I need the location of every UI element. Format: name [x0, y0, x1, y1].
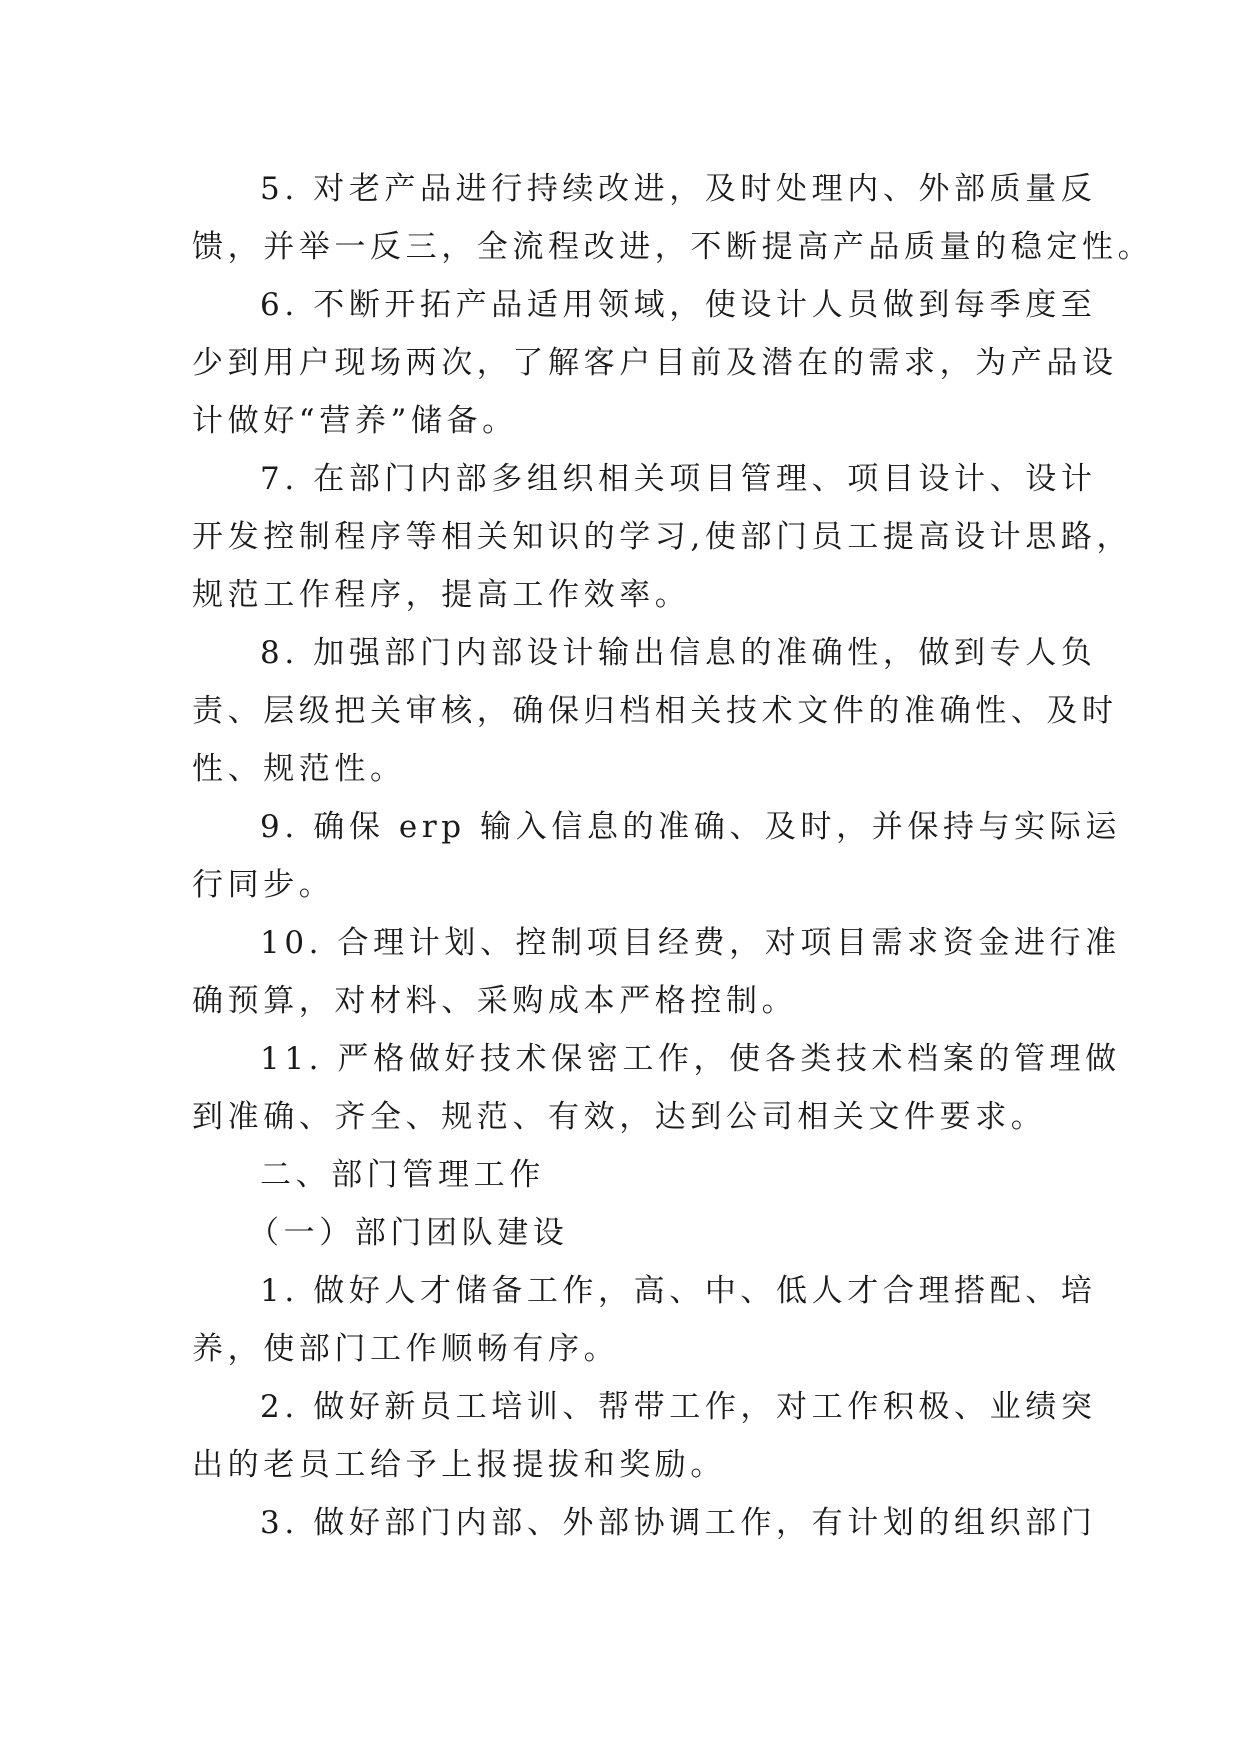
text-line: 1. 做好人才储备工作，高、中、低人才合理搭配、培	[260, 1273, 1097, 1309]
paragraph-team-3	[192, 1494, 1097, 1552]
text-line: 开发控制程序等相关知识的学习,使部门员工提高设计思路，	[192, 519, 1133, 555]
text-line: 2. 做好新员工培训、帮带工作，对工作积极、业绩突	[260, 1389, 1097, 1425]
text-line: 性、规范性。	[192, 751, 406, 787]
text-line: 3. 做好部门内部、外部协调工作，有计划的组织部门	[260, 1505, 1097, 1541]
text-line: 出的老员工给予上报提拔和奖励。	[192, 1447, 726, 1483]
paragraph-item-7	[192, 450, 1133, 624]
text-line: 10. 合理计划、控制项目经费，对项目需求资金进行准	[260, 925, 1121, 961]
paragraph-item-6	[192, 276, 1118, 450]
paragraph-item-5	[192, 160, 1154, 276]
paragraph-item-10	[192, 914, 1121, 1030]
paragraph-team-2	[192, 1378, 1097, 1494]
text-line: 11. 严格做好技术保密工作，使各类技术档案的管理做	[260, 1041, 1121, 1077]
paragraph-item-8	[192, 624, 1118, 798]
heading-text: 二、部门管理工作	[260, 1157, 545, 1193]
text-line: 馈，并举一反三，全流程改进，不断提高产品质量的稳定性。	[192, 229, 1154, 265]
document-page	[192, 160, 1154, 1552]
subheading-text: （一）部门团队建设	[248, 1215, 569, 1251]
text-line: 8. 加强部门内部设计输出信息的准确性，做到专人负	[260, 635, 1097, 671]
paragraph-item-11	[192, 1030, 1121, 1146]
text-line: 7. 在部门内部多组织相关项目管理、项目设计、设计	[260, 461, 1097, 497]
text-line: 6. 不断开拓产品适用领域，使设计人员做到每季度至	[260, 287, 1097, 323]
text-line: 少到用户现场两次，了解客户目前及潜在的需求，为产品设	[192, 345, 1118, 381]
text-line: 确预算，对材料、采购成本严格控制。	[192, 983, 798, 1019]
text-line: 行同步。	[192, 867, 335, 903]
text-line: 责、层级把关审核，确保归档相关技术文件的准确性、及时	[192, 693, 1118, 729]
text-line: 到准确、齐全、规范、有效，达到公司相关文件要求。	[192, 1099, 1047, 1135]
paragraph-team-1	[192, 1262, 1097, 1378]
text-line: 规范工作程序，提高工作效率。	[192, 577, 691, 613]
text-line: 养，使部门工作顺畅有序。	[192, 1331, 620, 1367]
paragraph-item-9	[192, 798, 1121, 914]
text-line: 计做好“营养”储备。	[192, 403, 518, 439]
text-line: 9. 确保 erp 输入信息的准确、及时，并保持与实际运	[260, 809, 1121, 845]
subsection-heading	[192, 1204, 1052, 1262]
section-heading	[192, 1146, 1052, 1204]
text-line: 5. 对老产品进行持续改进，及时处理内、外部质量反	[260, 171, 1097, 207]
